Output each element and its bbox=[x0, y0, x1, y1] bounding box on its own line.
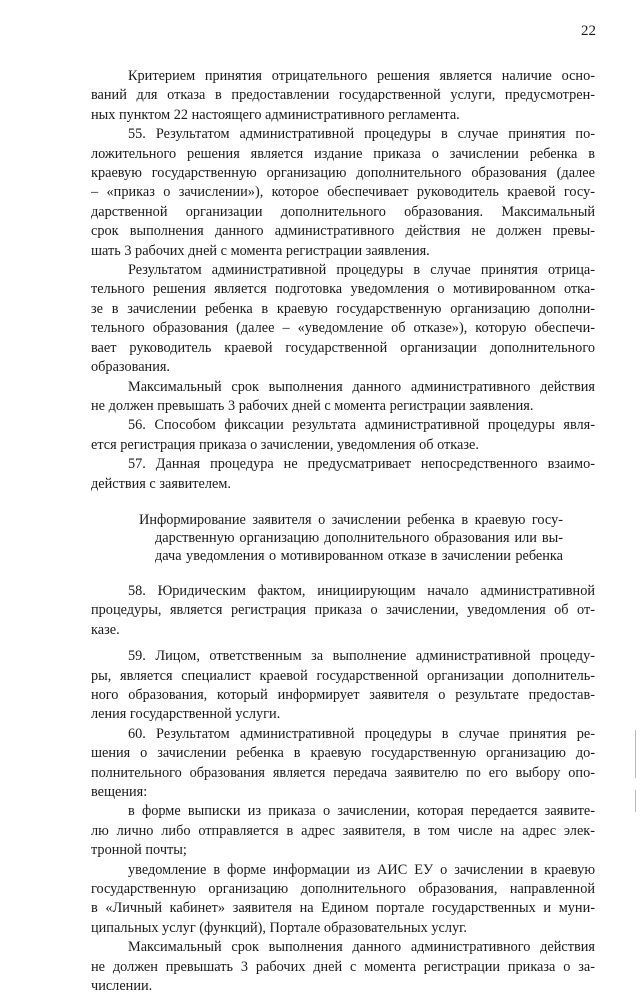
text-line: казе. bbox=[91, 621, 120, 638]
text-line: ложительного решения является издание приказа о зачислении ребенка в bbox=[91, 145, 595, 162]
text-line: уведомление в форме информации из АИС ЕУ о зачислении в краевую bbox=[128, 861, 595, 878]
paragraph-max-term-1 bbox=[91, 378, 595, 417]
heading-line: дача уведомления о мотивированном отказе в зачислении ребенка bbox=[155, 547, 563, 564]
text-line: ципальных услуг (функций), Портале образовательных услуг. bbox=[91, 919, 467, 936]
paragraph-notification bbox=[91, 861, 595, 939]
text-line: не должен превышать 3 рабочих дней с момента регистрации заявления. bbox=[91, 397, 534, 414]
paragraph-55 bbox=[91, 125, 595, 261]
text-line: 56. Способом фиксации результата административной процедуры явля- bbox=[128, 417, 595, 434]
text-line: лю лично либо отправляется в адрес заявителя, в том числе на адрес элек- bbox=[91, 822, 595, 839]
heading-line: Информирование заявителя о зачислении ребенка в краевую госу- bbox=[139, 511, 563, 528]
text-line: образования. bbox=[91, 359, 170, 376]
heading-line: дарственную организацию дополнительного образования или вы- bbox=[155, 529, 563, 546]
text-line: ного образования, который информирует заявителя о результате предостав- bbox=[91, 686, 595, 703]
text-line: Максимальный срок выполнения данного административного действия bbox=[128, 939, 595, 956]
text-line: 55. Результатом административной процедуры в случае принятия по- bbox=[128, 126, 595, 143]
text-line: 60. Результатом административной процедуры в случае принятия ре- bbox=[128, 725, 595, 742]
text-line: шать 3 рабочих дней с момента регистрации заявления. bbox=[91, 242, 430, 259]
text-line: 58. Юридическим фактом, инициирующим начало административной bbox=[128, 582, 595, 599]
text-line: не должен превышать 3 рабочих дней с момента регистрации приказа о за- bbox=[91, 958, 595, 975]
paragraph-criterion bbox=[91, 67, 595, 125]
text-line: ления государственной услуги. bbox=[91, 706, 281, 723]
text-line: дарственной организации дополнительного образования. Максимальный bbox=[91, 203, 595, 220]
paragraph-59 bbox=[91, 647, 595, 725]
paragraph-56 bbox=[91, 416, 595, 455]
text-line: вает руководитель краевой государственной организации дополнительного bbox=[91, 339, 595, 356]
paragraph-57 bbox=[91, 455, 595, 494]
text-line: тельного решения является подготовка уведомления о мотивированном отка- bbox=[91, 281, 595, 298]
text-line: действия с заявителем. bbox=[91, 475, 232, 492]
text-line: вещения: bbox=[91, 784, 148, 800]
paragraph-60 bbox=[91, 725, 595, 803]
text-line: государственную организацию дополнительного образования, направленной bbox=[91, 881, 595, 898]
text-line: в «Личный кабинет» заявителя на Едином портале государственных и муни- bbox=[91, 900, 595, 917]
text-line: краевую государственную организацию дополнительного образования (далее bbox=[91, 165, 595, 182]
text-line: тронной почты; bbox=[91, 842, 187, 859]
paragraph-max-term-2 bbox=[91, 938, 595, 996]
text-line: ных пунктом 22 настоящего административного регламента. bbox=[91, 106, 460, 123]
text-line: ется регистрация приказа о зачислении, уведомления об отказе. bbox=[91, 436, 479, 453]
text-line: 59. Лицом, ответственным за выполнение административной процеду- bbox=[128, 648, 595, 665]
text-line: ваний для отказа в предоставлении государственной услуги, предусмотрен- bbox=[91, 87, 595, 104]
text-line: Критерием принятия отрицательного решения является наличие осно- bbox=[128, 68, 595, 84]
text-line: тельного образования (далее – «уведомление об отказе»), которую обеспечи- bbox=[91, 320, 595, 337]
scan-margin-mark bbox=[635, 790, 636, 812]
paragraph-refusal bbox=[91, 261, 595, 377]
text-line: Максимальный срок выполнения данного административного действия bbox=[128, 378, 595, 395]
text-line: срок выполнения данного административного действия не должен превы- bbox=[91, 223, 595, 240]
text-line: процедуры, является регистрация приказа о зачислении, уведомления об от- bbox=[91, 602, 595, 619]
paragraph-58 bbox=[91, 582, 595, 640]
section-heading bbox=[91, 511, 595, 565]
text-line: Результатом административной процедуры в случае принятия отрица- bbox=[128, 262, 595, 279]
document-body bbox=[91, 67, 595, 996]
scan-margin-mark bbox=[635, 730, 636, 778]
text-line: в форме выписки из приказа о зачислении, которая передается заявите- bbox=[128, 803, 595, 820]
text-line: числении. bbox=[91, 978, 153, 995]
text-line: ры, является специалист краевой государственной организации дополнитель- bbox=[91, 667, 595, 684]
text-line: полнительного образования является передача заявителю по его выбору опо- bbox=[91, 764, 595, 781]
paragraph-extract bbox=[91, 802, 595, 860]
text-line: шения о зачислении ребенка в краевую государственную организацию до- bbox=[91, 745, 595, 762]
text-line: – «приказ о зачислении»), которое обеспечивает руководитель краевой госу- bbox=[91, 184, 595, 201]
text-line: зе в зачислении ребенка в краевую государственную организацию дополни- bbox=[91, 300, 595, 317]
page-number: 22 bbox=[581, 23, 596, 39]
text-line: 57. Данная процедура не предусматривает непосредственного взаимо- bbox=[128, 456, 595, 473]
